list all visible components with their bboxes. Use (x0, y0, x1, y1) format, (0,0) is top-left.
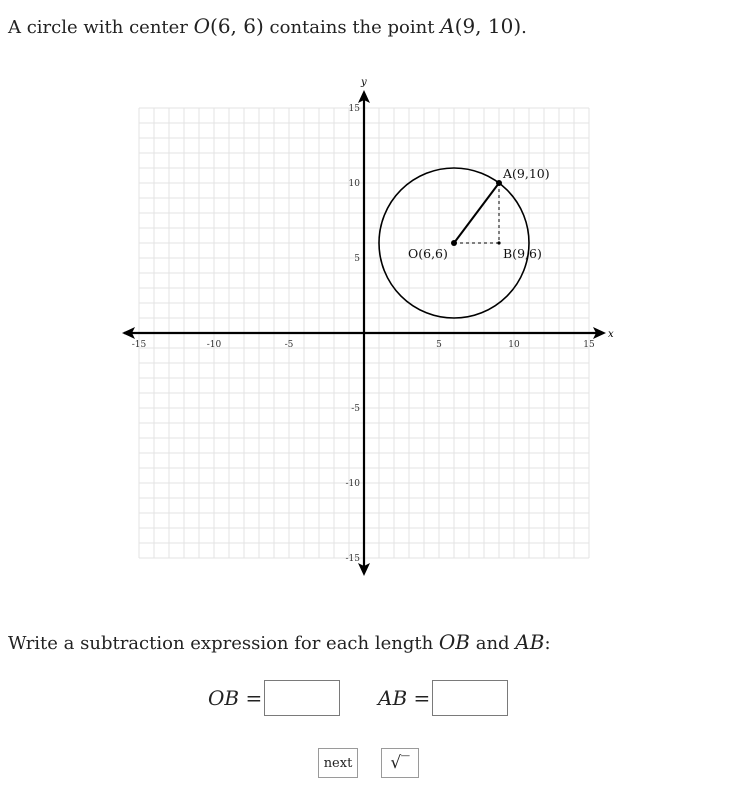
segment-ob-name: OB (438, 630, 470, 654)
y-tick-label: -10 (345, 479, 360, 489)
ob-answer-input[interactable] (264, 680, 340, 716)
point-name: A (440, 14, 455, 38)
y-tick-label: -15 (345, 554, 360, 564)
point-o-label: O(6,6) (408, 246, 448, 261)
point-a (496, 180, 502, 186)
ob-label: OB = (208, 686, 263, 710)
point-coords: (9, 10) (454, 14, 522, 38)
axes (122, 77, 614, 576)
y-tick-label: 15 (348, 104, 360, 114)
coordinate-plane (116, 74, 616, 584)
ab-label: AB = (378, 686, 431, 710)
segment-ab-name: AB (515, 630, 545, 654)
x-tick-label: 5 (436, 340, 442, 350)
sqrt-button[interactable]: √‾ (381, 748, 419, 778)
figure (379, 166, 550, 318)
x-tick-label: -10 (206, 340, 222, 350)
y-axis-label: y (361, 77, 367, 88)
ab-answer-input[interactable] (432, 680, 508, 716)
x-axis-label: x (608, 329, 614, 340)
prompt-text: contains the point (263, 17, 441, 38)
x-tick-label: 10 (508, 340, 520, 350)
y-tick-label: -5 (351, 404, 360, 414)
point-a-label: A(9,10) (503, 166, 550, 181)
instruction-text: : (544, 633, 551, 654)
next-button[interactable]: next (318, 748, 358, 778)
ob-answer-row (208, 680, 340, 716)
x-tick-label: -5 (284, 340, 294, 350)
instruction-text: and (470, 633, 516, 654)
center-name: O (193, 14, 211, 38)
point-o (451, 240, 457, 246)
problem-statement (8, 12, 527, 42)
x-tick-label: 15 (583, 340, 595, 350)
prompt-text: A circle with center (8, 17, 194, 38)
y-tick-label: 10 (348, 179, 360, 189)
point-b-label: B(9,6) (503, 246, 542, 261)
y-tick-label: 5 (354, 254, 360, 264)
x-tick-label: -15 (131, 340, 147, 350)
point-b (497, 241, 500, 244)
instruction (8, 628, 551, 658)
prompt-text: . (521, 17, 527, 38)
center-coords: (6, 6) (210, 14, 264, 38)
coordinate-graph (116, 74, 616, 588)
instruction-text: Write a subtraction expression for each length (8, 633, 439, 654)
ab-answer-row (378, 680, 508, 716)
